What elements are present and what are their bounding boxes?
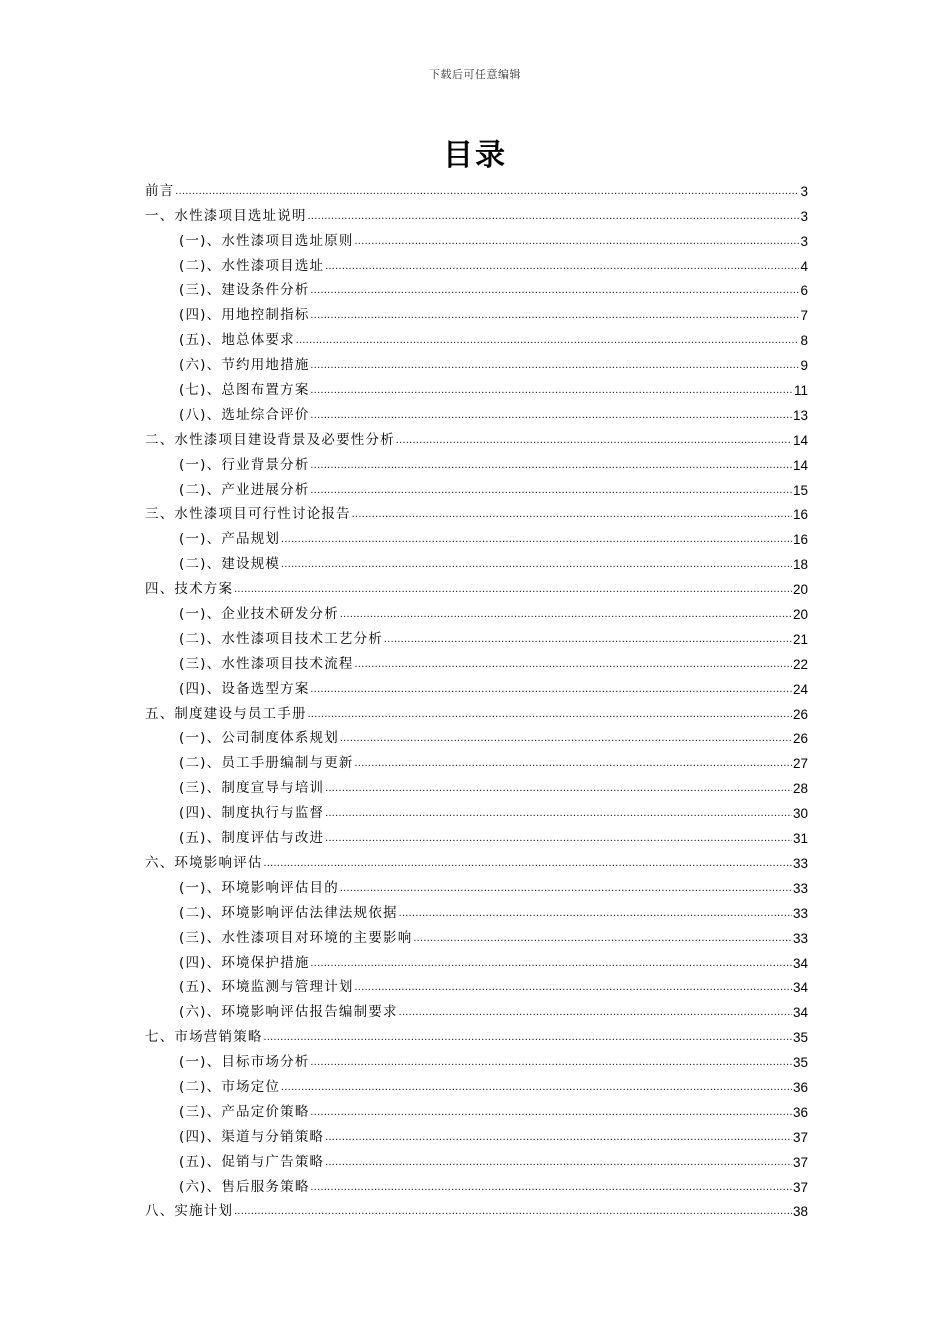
toc-subentry[interactable] (145, 598, 808, 623)
toc-page-number: 27 (792, 756, 808, 772)
toc-page-number: 28 (792, 781, 808, 797)
toc-entry-label: (四)、制度执行与监督 (179, 805, 325, 822)
toc-dot-leader (355, 979, 792, 996)
toc-page-number: 15 (792, 482, 808, 498)
toc-page-number: 36 (792, 1079, 808, 1095)
toc-dot-leader (311, 407, 792, 424)
toc-page-number: 11 (793, 383, 808, 399)
toc-subentry[interactable] (145, 623, 808, 648)
toc-subentry[interactable] (145, 1071, 808, 1096)
toc-entry[interactable] (145, 499, 808, 524)
toc-subentry[interactable] (145, 648, 808, 673)
toc-subentry[interactable] (145, 1046, 808, 1071)
toc-subentry[interactable] (145, 523, 808, 548)
toc-dot-leader (311, 482, 792, 499)
toc-dot-leader (399, 1004, 792, 1021)
toc-subentry[interactable] (145, 1096, 808, 1121)
toc-page-number: 35 (792, 1055, 808, 1071)
toc-entry[interactable] (145, 847, 808, 872)
toc-entry-label: (八)、选址综合评价 (179, 406, 310, 423)
toc-dot-leader (311, 1104, 792, 1121)
toc-subentry[interactable] (145, 349, 808, 374)
toc-entry-label: 八、实施计划 (145, 1203, 234, 1220)
toc-entry[interactable] (145, 175, 808, 200)
toc-subentry[interactable] (145, 399, 808, 424)
toc-subentry[interactable] (145, 673, 808, 698)
toc-dot-leader (340, 730, 792, 747)
toc-dot-leader (325, 805, 792, 822)
toc-entry-label: (一)、环境影响评估目的 (179, 879, 339, 896)
toc-subentry[interactable] (145, 996, 808, 1021)
toc-page-number: 3 (800, 233, 808, 249)
toc-dot-leader (355, 656, 792, 673)
toc-dot-leader (325, 1154, 792, 1171)
toc-subentry[interactable] (145, 772, 808, 797)
toc-page-number: 3 (800, 183, 808, 199)
toc-dot-leader (311, 1054, 792, 1071)
toc-page-number: 33 (792, 880, 808, 896)
toc-subentry[interactable] (145, 299, 808, 324)
toc-entry-label: (六)、节约用地措施 (179, 357, 310, 374)
header-note: 下载后可任意编辑 (429, 68, 521, 81)
toc-page-number: 38 (792, 1204, 808, 1220)
toc-entry-label: 五、制度建设与员工手册 (145, 705, 307, 722)
toc-page-number: 36 (792, 1104, 808, 1120)
toc-dot-leader (281, 531, 792, 548)
toc-page-number: 33 (792, 930, 808, 946)
toc-page-number: 7 (800, 308, 808, 324)
toc-page-number: 16 (792, 532, 808, 548)
toc-entry-label: (七)、总图布置方案 (179, 382, 310, 399)
toc-dot-leader (264, 1029, 792, 1046)
toc-entry-label: (四)、渠道与分销策略 (179, 1128, 325, 1145)
toc-entry-label: (一)、企业技术研发分析 (179, 606, 339, 623)
toc-page-number: 26 (792, 706, 808, 722)
toc-dot-leader (325, 830, 792, 847)
toc-entry-label: (三)、水性漆项目技术流程 (179, 655, 354, 672)
table-of-contents (145, 175, 808, 1220)
toc-entry[interactable] (145, 698, 808, 723)
toc-entry-label: (三)、制度宣导与培训 (179, 780, 325, 797)
toc-dot-leader (311, 1179, 792, 1196)
toc-entry-label: (二)、员工手册编制与更新 (179, 755, 354, 772)
toc-subentry[interactable] (145, 723, 808, 748)
toc-subentry[interactable] (145, 897, 808, 922)
toc-dot-leader (311, 357, 800, 374)
toc-entry[interactable] (145, 1196, 808, 1221)
toc-page-number: 26 (792, 731, 808, 747)
toc-dot-leader (311, 307, 800, 324)
toc-entry-label: 七、市场营销策略 (145, 1029, 263, 1046)
toc-entry-label: (五)、制度评估与改进 (179, 830, 325, 847)
toc-dot-leader (355, 233, 800, 250)
toc-subentry[interactable] (145, 797, 808, 822)
toc-subentry[interactable] (145, 747, 808, 772)
toc-subentry[interactable] (145, 474, 808, 499)
toc-subentry[interactable] (145, 947, 808, 972)
toc-page-number: 31 (792, 831, 808, 847)
toc-dot-leader (340, 880, 792, 897)
toc-page-number: 18 (792, 557, 808, 573)
toc-subentry[interactable] (145, 822, 808, 847)
toc-page-number: 34 (792, 980, 808, 996)
toc-subentry[interactable] (145, 449, 808, 474)
toc-entry-label: (三)、水性漆项目对环境的主要影响 (179, 929, 413, 946)
toc-entry-label: (一)、水性漆项目选址原则 (179, 232, 354, 249)
toc-entry-label: (五)、环境监测与管理计划 (179, 979, 354, 996)
toc-subentry[interactable] (145, 972, 808, 997)
toc-page-number: 6 (800, 283, 808, 299)
toc-page-number: 24 (792, 681, 808, 697)
toc-page-number: 34 (792, 1005, 808, 1021)
toc-dot-leader (308, 706, 792, 723)
toc-page-number: 3 (800, 208, 808, 224)
toc-entry-label: (二)、市场定位 (179, 1078, 281, 1095)
toc-entry-label: (二)、水性漆项目技术工艺分析 (179, 630, 384, 647)
toc-dot-leader (311, 282, 800, 299)
toc-page-number: 8 (800, 333, 808, 349)
toc-page-number: 9 (800, 358, 808, 374)
toc-dot-leader (311, 382, 793, 399)
toc-entry-label: (二)、水性漆项目选址 (179, 257, 325, 274)
toc-entry-label: (三)、产品定价策略 (179, 1103, 310, 1120)
toc-dot-leader (340, 606, 792, 623)
toc-entry-label: (五)、促销与广告策略 (179, 1153, 325, 1170)
toc-entry[interactable] (145, 424, 808, 449)
toc-entry-label: (二)、环境影响评估法律法规依据 (179, 904, 398, 921)
toc-dot-leader (399, 905, 792, 922)
toc-subentry[interactable] (145, 250, 808, 275)
toc-subentry[interactable] (145, 324, 808, 349)
toc-entry-label: (三)、建设条件分析 (179, 282, 310, 299)
toc-page-number: 35 (792, 1030, 808, 1046)
toc-subentry[interactable] (145, 225, 808, 250)
toc-entry-label: 六、环境影响评估 (145, 854, 263, 871)
toc-entry[interactable] (145, 573, 808, 598)
toc-entry-label: 四、技术方案 (145, 581, 234, 598)
toc-page-number: 16 (792, 507, 808, 523)
toc-entry-label: (四)、环境保护措施 (179, 954, 310, 971)
toc-page-number: 37 (792, 1179, 808, 1195)
page-title: 目录 (443, 138, 507, 173)
toc-dot-leader (325, 1129, 792, 1146)
toc-entry-label: (二)、产业进展分析 (179, 481, 310, 498)
toc-page-number: 37 (792, 1154, 808, 1170)
toc-entry-label: (一)、公司制度体系规划 (179, 730, 339, 747)
toc-dot-leader (384, 631, 792, 648)
toc-page-number: 4 (800, 258, 808, 274)
toc-entry-label: (五)、地总体要求 (179, 332, 295, 349)
toc-page-number: 37 (792, 1129, 808, 1145)
toc-subentry[interactable] (145, 922, 808, 947)
toc-entry-label: (一)、目标市场分析 (179, 1054, 310, 1071)
toc-entry-label: 前言 (145, 182, 175, 199)
toc-entry-label: (四)、设备选型方案 (179, 680, 310, 697)
toc-dot-leader (264, 855, 792, 872)
toc-subentry[interactable] (145, 1146, 808, 1171)
toc-page-number: 20 (792, 582, 808, 598)
toc-entry[interactable] (145, 1021, 808, 1046)
toc-page-number: 21 (792, 631, 808, 647)
toc-dot-leader (413, 930, 792, 947)
toc-subentry[interactable] (145, 872, 808, 897)
toc-subentry[interactable] (145, 548, 808, 573)
toc-dot-leader (311, 457, 792, 474)
toc-entry-label: (六)、售后服务策略 (179, 1178, 310, 1195)
toc-dot-leader (352, 506, 792, 523)
toc-dot-leader (311, 955, 792, 972)
toc-page-number: 33 (792, 905, 808, 921)
toc-page-number: 33 (792, 855, 808, 871)
toc-entry-label: (二)、建设规模 (179, 556, 281, 573)
toc-entry-label: (四)、用地控制指标 (179, 307, 310, 324)
toc-page-number: 13 (792, 407, 808, 423)
toc-entry-label: 一、水性漆项目选址说明 (145, 207, 307, 224)
toc-page-number: 14 (792, 457, 808, 473)
toc-entry[interactable] (145, 200, 808, 225)
toc-dot-leader (311, 681, 792, 698)
toc-subentry[interactable] (145, 1121, 808, 1146)
toc-entry-label: 三、水性漆项目可行性讨论报告 (145, 506, 351, 523)
toc-dot-leader (281, 556, 792, 573)
toc-dot-leader (234, 1203, 792, 1220)
toc-subentry[interactable] (145, 374, 808, 399)
toc-page-number: 22 (792, 656, 808, 672)
toc-page-number: 14 (792, 432, 808, 448)
toc-dot-leader (396, 432, 792, 449)
toc-dot-leader (296, 332, 800, 349)
toc-dot-leader (175, 183, 799, 200)
toc-page-number: 34 (792, 955, 808, 971)
toc-entry-label: (六)、环境影响评估报告编制要求 (179, 1004, 398, 1021)
toc-subentry[interactable] (145, 1171, 808, 1196)
toc-entry-label: (一)、行业背景分析 (179, 456, 310, 473)
toc-dot-leader (325, 258, 799, 275)
toc-dot-leader (281, 1079, 792, 1096)
toc-page-number: 20 (792, 607, 808, 623)
toc-dot-leader (325, 780, 792, 797)
toc-dot-leader (308, 208, 800, 225)
toc-entry-label: (一)、产品规划 (179, 531, 281, 548)
toc-subentry[interactable] (145, 275, 808, 300)
toc-dot-leader (234, 581, 792, 598)
toc-entry-label: 二、水性漆项目建设背景及必要性分析 (145, 431, 395, 448)
toc-page-number: 30 (792, 806, 808, 822)
toc-dot-leader (355, 755, 792, 772)
